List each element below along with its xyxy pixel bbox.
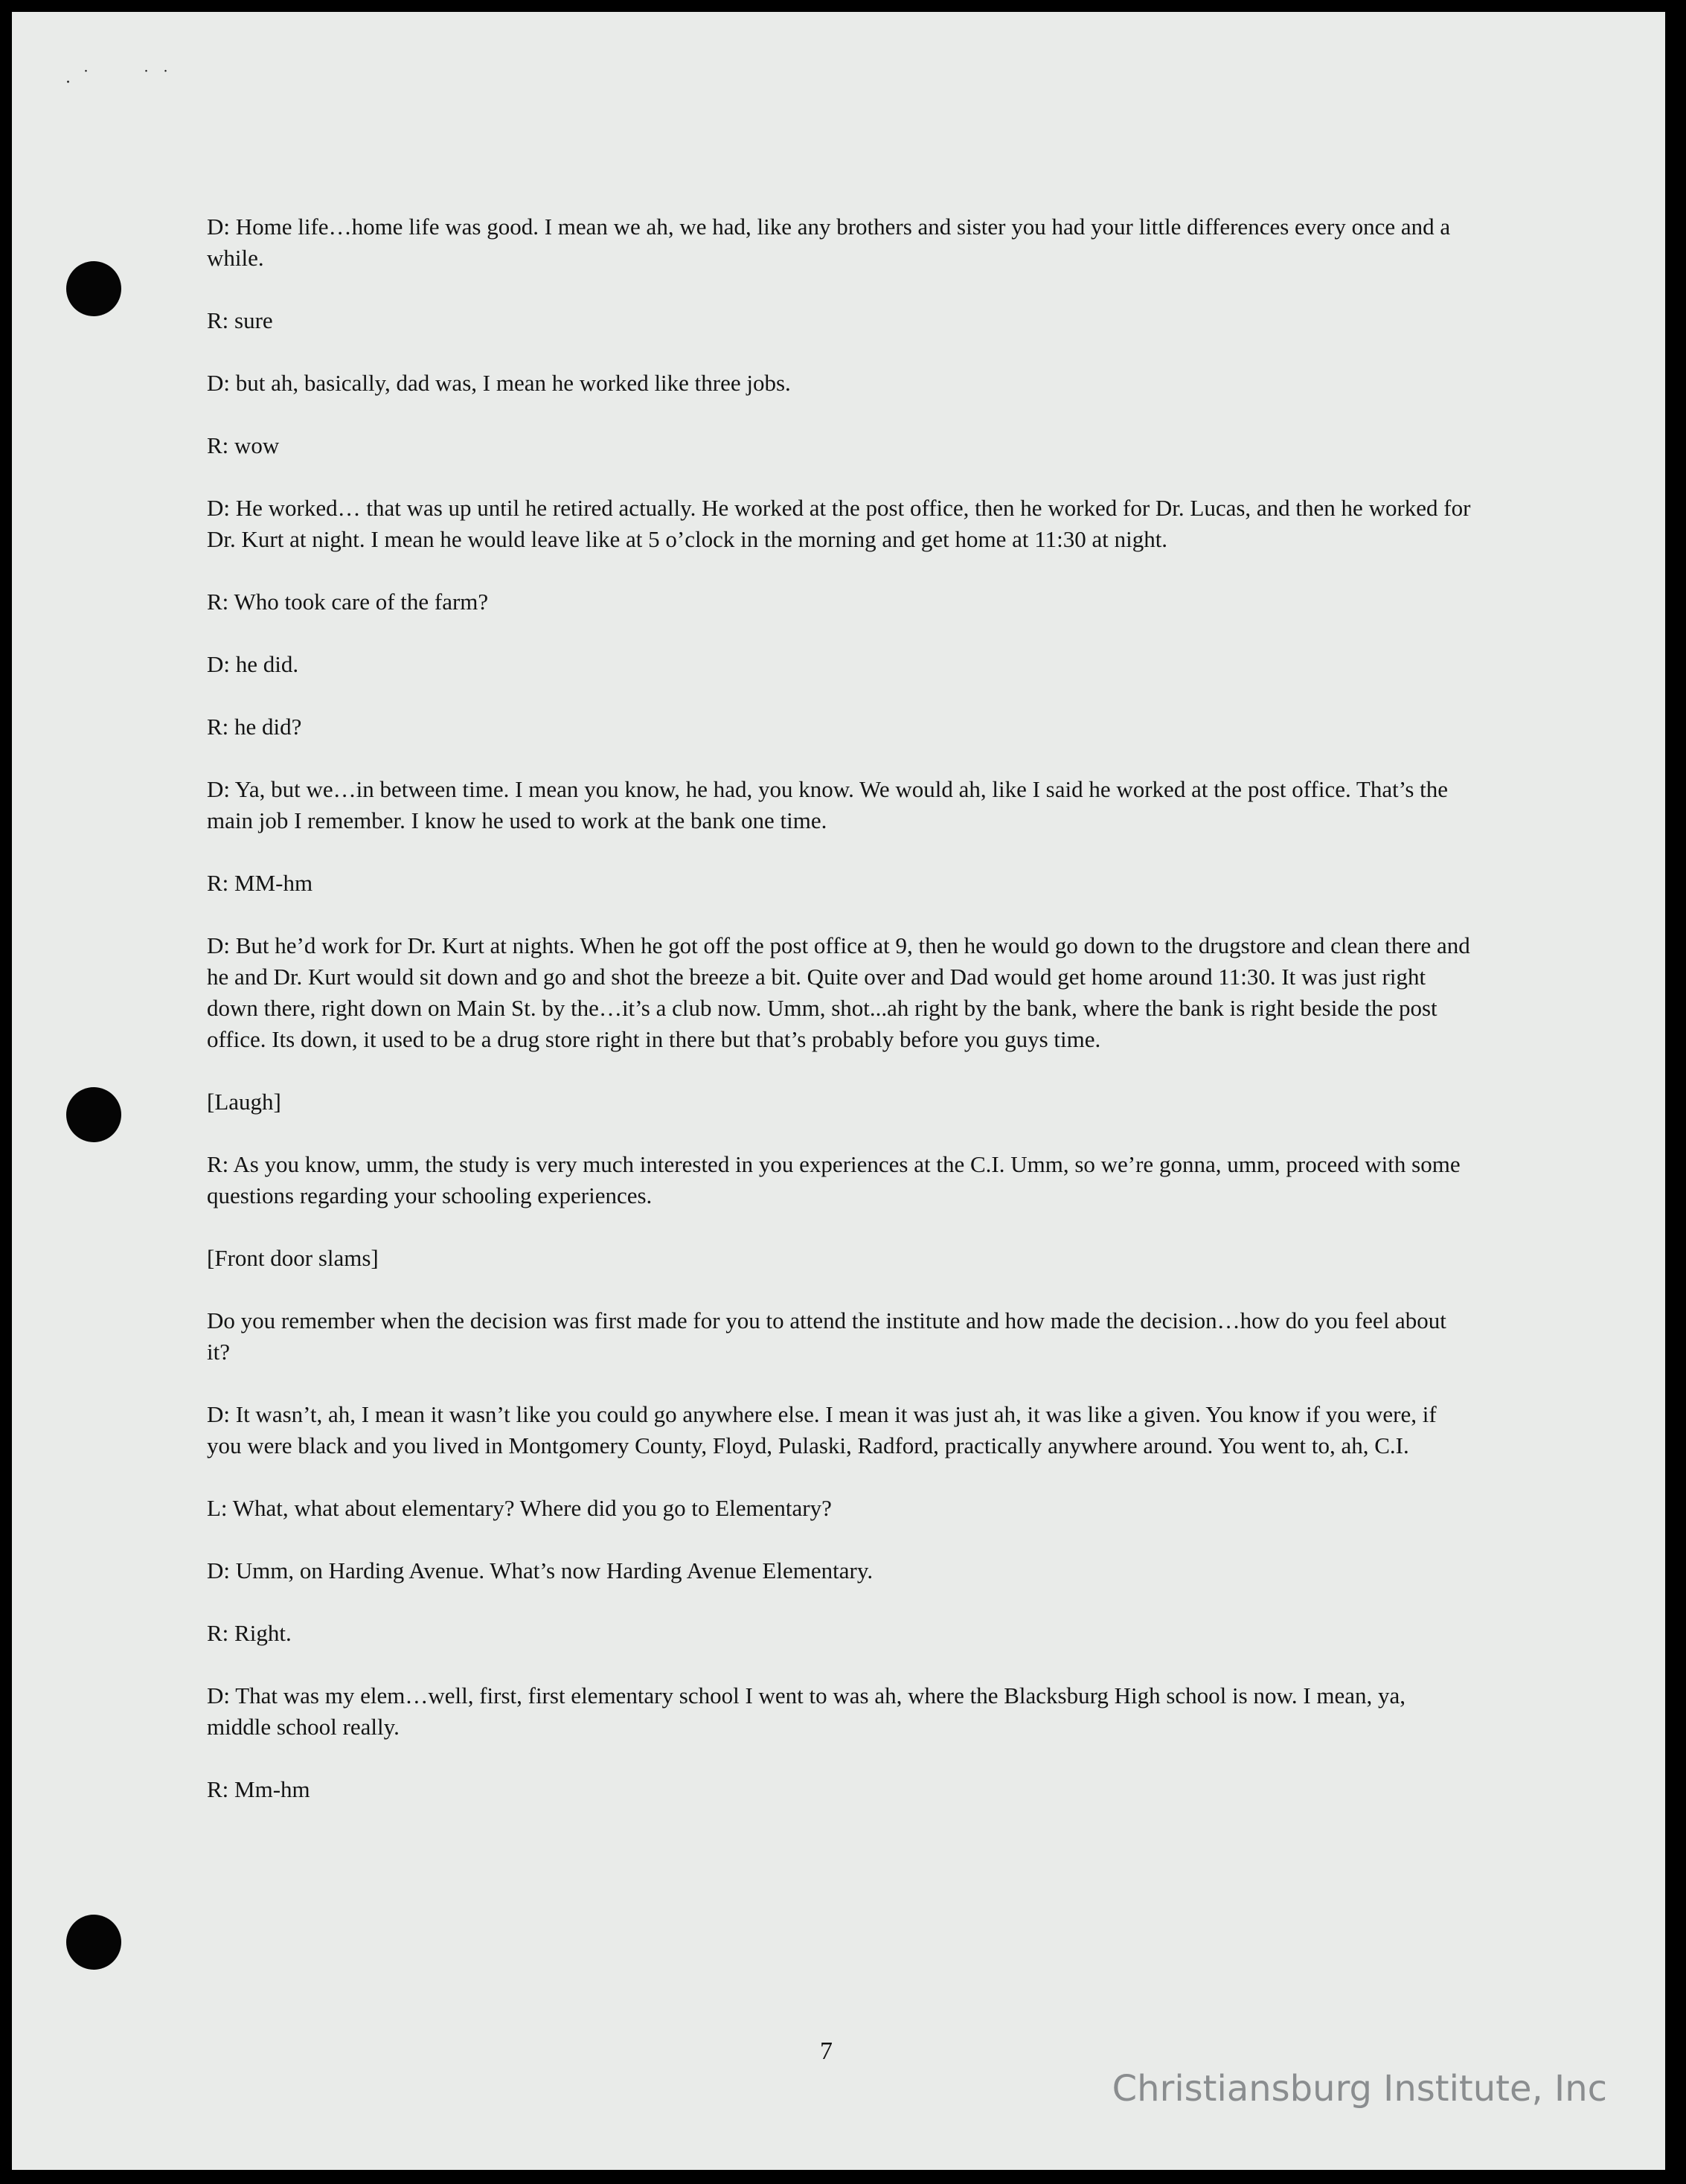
transcript-paragraph: D: he did.	[207, 651, 299, 677]
scan-specks: . ˙ ˙ ˙	[65, 68, 173, 87]
transcript-paragraph: R: sure	[207, 307, 273, 333]
binder-hole-middle	[66, 1087, 121, 1142]
binder-hole-bottom	[66, 1915, 121, 1970]
transcript-paragraph: [Front door slams]	[207, 1245, 379, 1271]
transcript-paragraph: D: It wasn’t, ah, I mean it wasn’t like you could go anywhere else. I mean it was just ah, it was like a given. You know if you were, if you were black and you lived in Montgomery County, Floyd, Pulaski, Radford, practically anywhere around. You went to, ah, C.I.	[207, 1401, 1437, 1458]
transcript-paragraph: R: Right.	[207, 1620, 292, 1646]
transcript-paragraph: R: he did?	[207, 714, 302, 740]
transcript-paragraph: R: Mm-hm	[207, 1776, 310, 1802]
binder-hole-top	[66, 261, 121, 316]
transcript-paragraph: R: wow	[207, 432, 280, 458]
transcript-paragraph: D: He worked… that was up until he retired actually. He worked at the post office, then he worked for Dr. Lucas, and then he worked for Dr. Kurt at night. I mean he would leave like at 5 o’clock in the morning and get home at 11:30 at night.	[207, 495, 1471, 552]
transcript-paragraph: [Laugh]	[207, 1089, 281, 1115]
transcript-paragraph: D: Ya, but we…in between time. I mean you know, he had, you know. We would ah, like I said he worked at the post office. That’s the main job I remember. I know he used to work at the bank one time.	[207, 776, 1449, 833]
transcript-paragraph: R: As you know, umm, the study is very much interested in you experiences at the C.I. Umm, so we’re gonna, umm, proceed with some questions regarding your schooling experiences.	[207, 1151, 1461, 1208]
transcript-body	[207, 211, 1472, 1836]
transcript-paragraph: R: MM-hm	[207, 870, 313, 896]
transcript-paragraph: D: but ah, basically, dad was, I mean he worked like three jobs.	[207, 370, 791, 396]
transcript-paragraph: L: What, what about elementary? Where did you go to Elementary?	[207, 1495, 832, 1521]
transcript-paragraph: D: Home life…home life was good. I mean we ah, we had, like any brothers and sister you had your little differences every once and a while.	[207, 214, 1451, 271]
transcript-paragraph: D: But he’d work for Dr. Kurt at nights. When he got off the post office at 9, then he would go down to the drugstore and clean there and he and Dr. Kurt would sit down and go and shot the breeze a bit. Quite over and Dad would get home around 11:30. It was just right down there, right down on Main St. by the…it’s a club now. Umm, shot...ah right by the bank, where the bank is right beside the post office. Its down, it used to be a drug store right in there but that’s probably before you guys time.	[207, 932, 1470, 1052]
page-number: 7	[820, 2037, 833, 2065]
transcript-paragraph: D: Umm, on Harding Avenue. What’s now Harding Avenue Elementary.	[207, 1557, 874, 1583]
transcript-paragraph: R: Who took care of the farm?	[207, 589, 489, 615]
transcript-paragraph: Do you remember when the decision was first made for you to attend the institute and how made the decision…how do you feel about it?	[207, 1307, 1446, 1365]
transcript-paragraph: D: That was my elem…well, first, first elementary school I went to was ah, where the Blacksburg High school is now. I mean, ya, middle school really.	[207, 1682, 1406, 1740]
document-page	[12, 12, 1665, 2170]
watermark-text: Christiansburg Institute, Inc	[1112, 2068, 1607, 2110]
